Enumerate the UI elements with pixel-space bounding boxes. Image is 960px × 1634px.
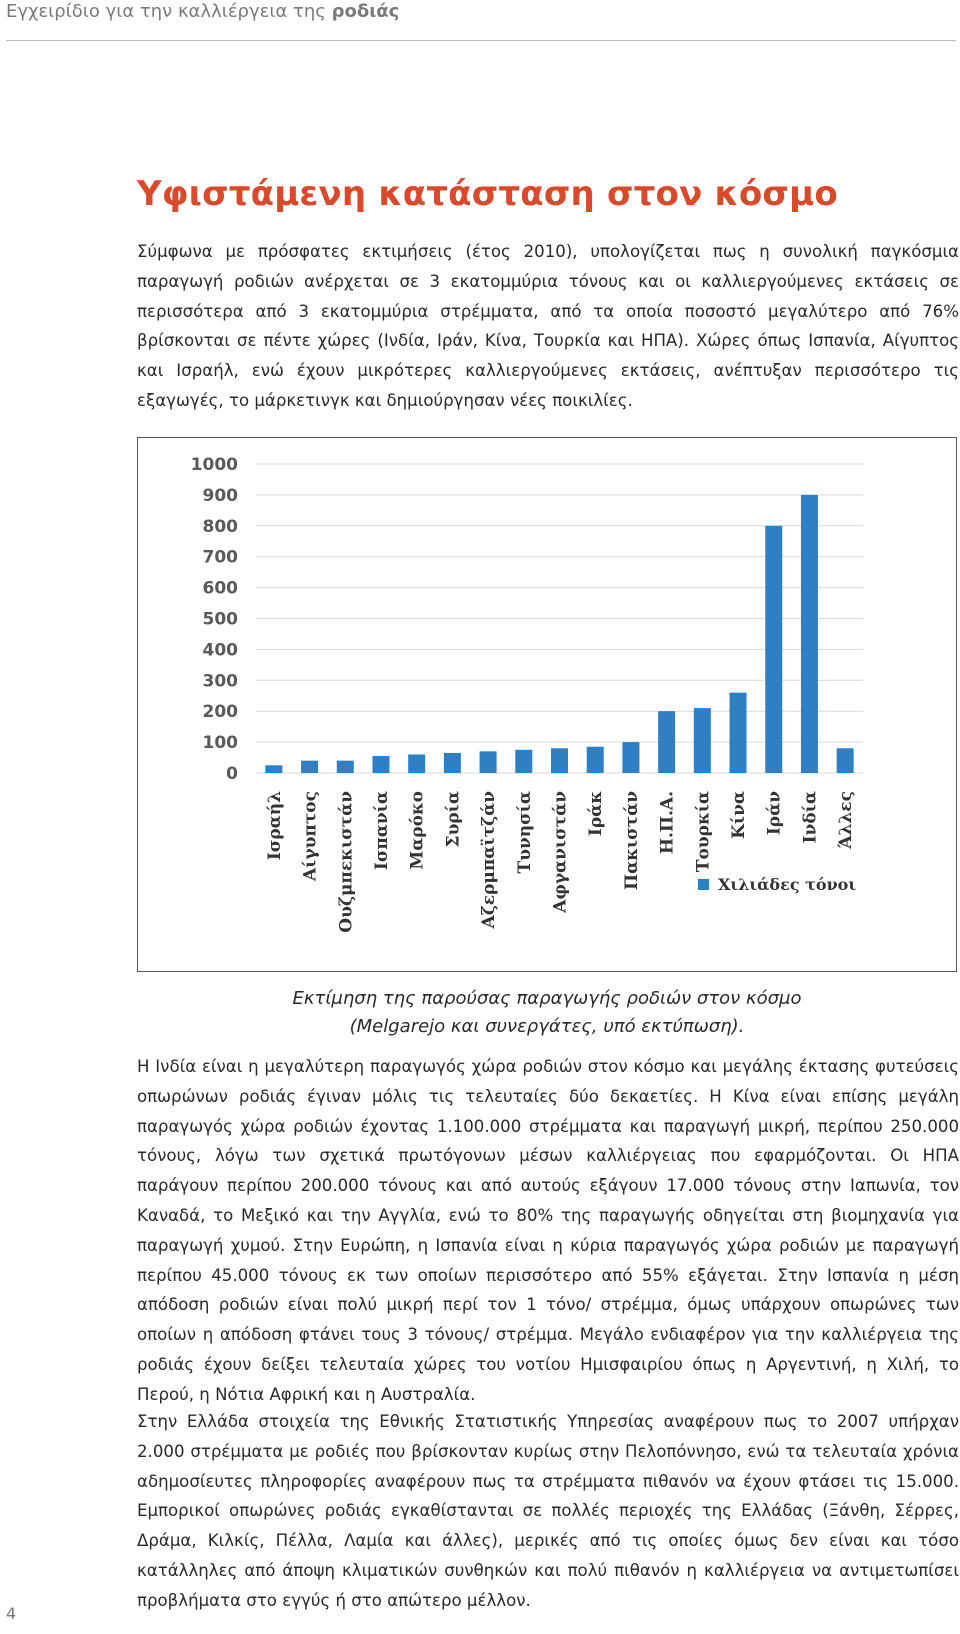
bar-1 (265, 765, 282, 773)
caption-line-2: (Melgarejo και συνεργάτες, υπό εκτύπωση). (349, 1016, 745, 1037)
x-category-label: Πακιστάν (621, 791, 642, 890)
header-emphasis: ροδιάς (331, 1, 400, 22)
y-tick-label: 700 (202, 547, 238, 568)
figure-caption (137, 985, 957, 1041)
x-category-label: Τουρκία (693, 791, 714, 873)
x-category-label: Ινδία (800, 791, 821, 844)
bar-6 (444, 753, 461, 773)
y-tick-label: 0 (226, 764, 238, 784)
bar-10 (587, 747, 604, 773)
y-tick-label: 600 (202, 578, 238, 599)
bar-16 (801, 495, 818, 773)
y-tick-label: 100 (202, 733, 238, 754)
x-category-label: Άλλες (836, 791, 857, 849)
x-category-label: Αίγυπτος (300, 791, 321, 882)
x-category-label: Μαρόκο (407, 791, 428, 870)
legend-label: Χιλιάδες τόνοι (718, 875, 857, 894)
y-tick-label: 800 (202, 516, 238, 537)
y-tick-label: 300 (202, 671, 238, 692)
chart-frame (137, 437, 957, 972)
bar-8 (515, 750, 532, 773)
y-tick-label: 500 (202, 609, 238, 630)
paragraph-greece: Στην Ελλάδα στοιχεία της Εθνικής Στατιστικής Υπηρεσίας αναφέρουν πως το 2007 υπήρχαν 2.000 στρέμματα με ροδιές που βρίσκονταν κυρίως στην Πελοπόννησο, ενώ τα τελευταία χρόνια αδημοσίευτες πληροφορίες αναφέρουν πως τα στρέμματα πιθανόν να έχουν φτάσει τις 15.000. Εμπορικοί οπωρώνες ροδιάς εγκαθίστανται σε πολλές περιοχές της Ελλάδας (Ξάνθη, Σέρρες, Δράμα, Κιλκίς, Πέλλα, Λαμία και άλλες), μερικές από τις οποίες όμως δεν είναι και τόσο κατάλληλες από άποψη κλιματικών συνθηκών και πολύ πιθανόν η καλλιέργεια να αντιμετωπίσει προβλήματα στο εγγύς ή στο απώτερο μέλλον. (137, 1412, 959, 1610)
y-tick-label: 1000 (190, 455, 238, 475)
legend-swatch (698, 879, 709, 890)
x-category-label: Συρία (443, 791, 464, 848)
x-category-label: Ουζμπεκιστάν (336, 791, 357, 933)
x-category-label: Ιράκ (586, 791, 607, 837)
bar-12 (658, 711, 675, 773)
section-title: Υφιστάμενη κατάσταση στον κόσμο (137, 174, 838, 214)
x-category-label: Ισπανία (371, 791, 392, 871)
page-number: 4 (6, 1604, 17, 1623)
x-category-label: Κίνα (729, 791, 750, 839)
paragraph-intro: Σύμφωνα με πρόσφατες εκτιμήσεις (έτος 2010), υπολογίζεται πως η συνολική παγκόσμια παραγωγή ροδιών ανέρχεται σε 3 εκατομμύρια τόνους και οι καλλιεργούμενες εκτάσεις σε περισσότερα από 3 εκατομμύρια στρέμματα, από τα οποία ποσοστό μεγαλύτερο από 76% βρίσκονται σε πέντε χώρες (Ινδία, Ιράν, Κίνα, Τουρκία και ΗΠΑ). Χώρες όπως Ισπανία, Αίγυπτος και Ισραήλ, ενώ έχουν μικρότερες καλλιεργούμενες εκτάσεις, ανέπτυξαν περισσότερο τις εξαγωγές, το μάρκετινγκ και δημιούργησαν νέες ποικιλίες. (137, 242, 959, 410)
bar-13 (694, 708, 711, 773)
caption-line-1: Εκτίμηση της παρούσας παραγωγής ροδιών στον κόσμο (292, 988, 802, 1009)
bar-17 (837, 748, 854, 773)
running-header (6, 0, 956, 41)
bar-9 (551, 748, 568, 773)
x-category-label: Ισραήλ (264, 791, 285, 861)
y-tick-label: 400 (202, 640, 238, 661)
bar-14 (730, 693, 747, 773)
bar-11 (622, 742, 639, 773)
bar-7 (480, 751, 497, 773)
bar-2 (301, 761, 318, 773)
x-category-label: Αφγανιστάν (550, 791, 571, 913)
x-category-label: Ιράν (764, 791, 785, 836)
x-category-label: Τυνησία (514, 791, 535, 874)
bar-15 (765, 526, 782, 773)
x-category-label: Αζερμπαϊτζάν (479, 791, 500, 929)
x-category-label: Η.Π.Α. (657, 791, 678, 855)
y-tick-label: 200 (202, 702, 238, 723)
bar-3 (337, 761, 354, 773)
bar-5 (408, 754, 425, 773)
y-tick-label: 900 (202, 485, 238, 506)
bar-4 (372, 756, 389, 773)
header-text: Εγχειρίδιο για την καλλιέργεια της (6, 1, 326, 22)
production-bar-chart (138, 438, 956, 971)
paragraph-world-production: Η Ινδία είναι η μεγαλύτερη παραγωγός χώρα ροδιών στον κόσμο και μεγάλης έκτασης φυτεύσεις οπωρώνων ροδιάς έγιναν μόλις τις τελευταίες δύο δεκαετίες. Η Κίνα είναι επίσης μεγάλη παραγωγός χώρα ροδιών έχοντας 1.100.000 στρέμματα και παραγωγή μικρή, περίπου 250.000 τόνους, λόγω των σχετικά πρωτόγονων μέσων καλλιέργειας που εφαρμόζονται. Οι ΗΠΑ παράγουν περίπου 200.000 τόνους και από αυτούς εξάγουν 17.000 τόνους στην Ιαπωνία, τον Καναδά, το Μεξικό και την Αγγλία, ενώ το 80% της παραγωγής οδηγείται στη βιομηχανία για παραγωγή χυμού. Στην Ευρώπη, η Ισπανία είναι η κύρια παραγωγός χώρα ροδιών με παραγωγή περίπου 45.000 τόνους εκ των οποίων περισσότερο από 55% εξάγεται. Στην Ισπανία η μέση απόδοση ροδιών είναι πολύ μικρή περί τον 1 τόνο/ στρέμμα, όμως υπάρχουν οπωρώνες των οποίων η απόδοση φτάνει τους 3 τόνους/ στρέμμα. Μεγάλο ενδιαφέρον για την καλλιέργεια της ροδιάς έχουν δείξει τελευταία χώρες του νοτίου Ημισφαιρίου όπως η Αργεντινή, η Χιλή, το Περού, η Νότια Αφρική και η Αυστραλία. (137, 1057, 959, 1404)
